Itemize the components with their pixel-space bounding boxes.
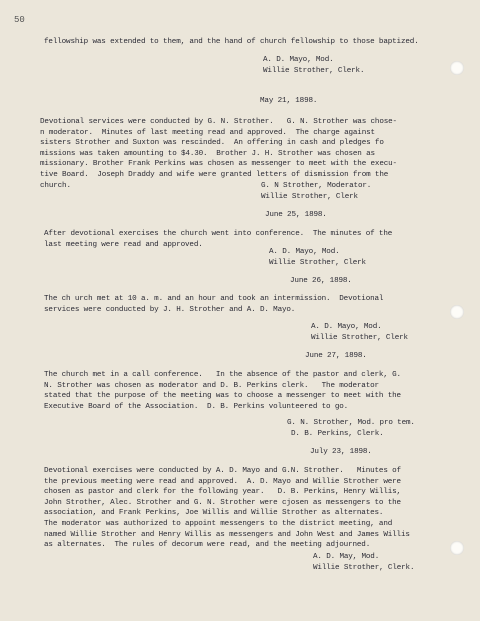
entry-6-signature-clerk: Willie Strother, Clerk. — [313, 564, 415, 572]
page-number: 50 — [14, 15, 25, 25]
entry-6-date: July 23, 1898. — [310, 448, 372, 456]
entry-3-date: June 25, 1898. — [265, 211, 327, 219]
entry-1-body: fellowship was extended to them, and the hand of church fellowship to those baptized. — [44, 38, 419, 46]
entry-3-signature-moderator: A. D. Mayo, Mod. — [269, 248, 340, 256]
entry-3-signature-clerk: Willie Strother, Clerk — [269, 259, 366, 267]
entry-6-body: Devotional exercises were conducted by A. D. Mayo and G.N. Strother. Minutes of the previous meeting were read and approved. A. D. Mayo and Willie Strother were chosen as pastor and clerk for the following year. D. B. Perkins, Henry Willis, John Strother, Alec. Strother and G. N. Strother were cjosen as messengers to the association, and Frank Perkins, Joe Willis and Willie Strother as alternates. The moderator was authorized to appoint messengers to the district meeting, and named Willie Strother and Henry Willis as messengers and John West and James Willis as alternates. The rules of decorum were read, and the meeting adjourned. — [44, 467, 410, 550]
entry-4-signature-moderator: A. D. Mayo, Mod. — [311, 323, 382, 331]
entry-5-signature-moderator: G. N. Strother, Mod. pro tem. — [287, 419, 415, 427]
entry-2-body: Devotional services were conducted by G. N. Strother. G. N. Strother was chose- n moderator. Minutes of last meeting read and approved. The charge against sisters Strother and Suxton was rescinded. An offering in cash and pledges fo missions was taken amounting to $4.30. Brother J. H. Strother was chosen as missionary. Brother Frank Perkins was chosen as messenger to meet with the execu- tive Board. Joseph Draddy and wife were granted letters of dismission from the church. — [40, 118, 397, 190]
entry-5-date: June 27, 1898. — [305, 352, 367, 360]
entry-5-signature-clerk: D. B. Perkins, Clerk. — [291, 430, 384, 438]
entry-2-date: May 21, 1898. — [260, 97, 318, 105]
entry-4-signature-clerk: Willie Strother, Clerk — [311, 334, 408, 342]
entry-4-body: The ch urch met at 10 a. m. and an hour and took an intermission. Devotional services were conducted by J. H. Strother and A. D. Mayo. — [44, 295, 384, 314]
entry-2-signature-clerk: Willie Strother, Clerk — [261, 193, 358, 201]
entry-3-body: After devotional exercises the church went into conference. The minutes of the last meeting were read and approved. — [44, 230, 393, 249]
punch-hole-bottom — [450, 541, 464, 555]
entry-1-signature-moderator: A. D. Mayo, Mod. — [263, 56, 334, 64]
entry-6-signature-moderator: A. D. May, Mod. — [313, 553, 380, 561]
entry-1-signature-clerk: Willie Strother, Clerk. — [263, 67, 365, 75]
entry-4-date: June 26, 1898. — [290, 277, 352, 285]
entry-2-signature-moderator: G. N Strother, Moderator. — [261, 182, 372, 190]
punch-hole-top — [450, 61, 464, 75]
punch-hole-middle — [450, 305, 464, 319]
entry-5-body: The church met in a call conference. In the absence of the pastor and clerk, G. N. Strother was chosen as moderator and D. B. Perkins clerk. The moderator stated that the purpose of the meeting was to choose a messenger to meet with the Executive Board of the Association. D. B. Perkins volunteered to go. — [44, 371, 401, 411]
